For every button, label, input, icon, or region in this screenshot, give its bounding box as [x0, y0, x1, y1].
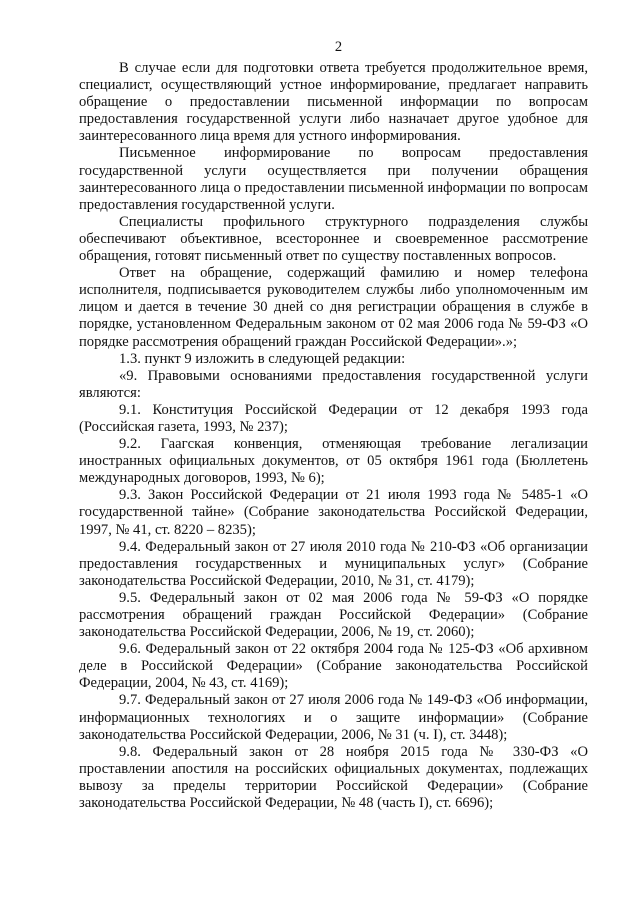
list-item-9-4: 9.4. Федеральный закон от 27 июля 2010 года № 210-ФЗ «Об организации предоставления государственных и муниципальных услуг» (Собрание законодательства Российской Федерации, 2010, № 31, ст. 4179); [79, 538, 588, 589]
paragraph-specialists: Специалисты профильного структурного подразделения службы обеспечивают объективное, всестороннее и своевременное рассмотрение обращения, готовят письменный ответ по существу поставленных вопросов. [79, 213, 588, 265]
paragraph-response-signing: Ответ на обращение, содержащий фамилию и номер телефона исполнителя, подписывается руководителем службы либо уполномоченным им лицом и дается в течение 30 дней со дня регистрации обращения в службе в порядке, установленном Федеральным законом от 02 мая 2006 года № 59-ФЗ «О порядке рассмотрения обращений граждан Российской Федерации».»; [79, 265, 588, 350]
paragraph-written-info: Письменное информирование по вопросам предоставления государственной услуги осуществляется при получении обращения заинтересованного лица о предоставлении письменной информации по вопросам предоставления государственной услуги. [79, 145, 588, 213]
list-item-9-6: 9.6. Федеральный закон от 22 октября 2004 года № 125-ФЗ «Об архивном деле в Российской Федерации» (Собрание законодательства Российской Федерации, 2004, № 43, ст. 4169); [79, 641, 588, 692]
list-item-9-2: 9.2. Гаагская конвенция, отменяющая требование легализации иностранных официальных документов, от 05 октября 1961 года (Бюллетень международных договоров, 1993, № 6); [79, 436, 588, 487]
list-item-9-5: 9.5. Федеральный закон от 02 мая 2006 года № 59-ФЗ «О порядке рассмотрения обращений граждан Российской Федерации» (Собрание законодательства Российской Федерации, 2006, № 19, ст. 2060); [79, 589, 588, 641]
list-item-9-1: 9.1. Конституция Российской Федерации от 12 декабря 1993 года (Российская газета, 1993, № 237); [79, 401, 588, 435]
document-body [79, 60, 588, 812]
list-item-9-7: 9.7. Федеральный закон от 27 июля 2006 года № 149-ФЗ «Об информации, информационных технологиях и о защите информации» (Собрание законодательства Российской Федерации, 2006, № 31 (ч. I), ст. 3448); [79, 692, 588, 743]
paragraph-oral-info-timing: В случае если для подготовки ответа требуется продолжительное время, специалист, осуществляющий устное информирование, предлагает направить обращение о предоставлении письменной информации по вопросам предоставления государственной услуги либо назначает другое удобное для заинтересованного лица время для устного информирования. [79, 60, 588, 145]
paragraph-item-1-3: 1.3. пункт 9 изложить в следующей редакции: [119, 350, 406, 367]
list-item-9-3: 9.3. Закон Российской Федерации от 21 июля 1993 года № 5485-1 «О государственной тайне» (Собрание законодательства Российской Федерации, 1997, № 41, ст. 8220 – 8235); [79, 487, 588, 538]
paragraph-legal-grounds-heading: «9. Правовыми основаниями предоставления государственной услуги являются: [79, 367, 588, 401]
page-number: 2 [334, 39, 343, 55]
list-item-9-8: 9.8. Федеральный закон от 28 ноября 2015 года № 330-ФЗ «О проставлении апостиля на российских официальных документах, подлежащих вывозу за пределы территории Российской Федерации» (Собрание законодательства Российской Федерации, № 48 (часть I), ст. 6696); [79, 743, 588, 812]
